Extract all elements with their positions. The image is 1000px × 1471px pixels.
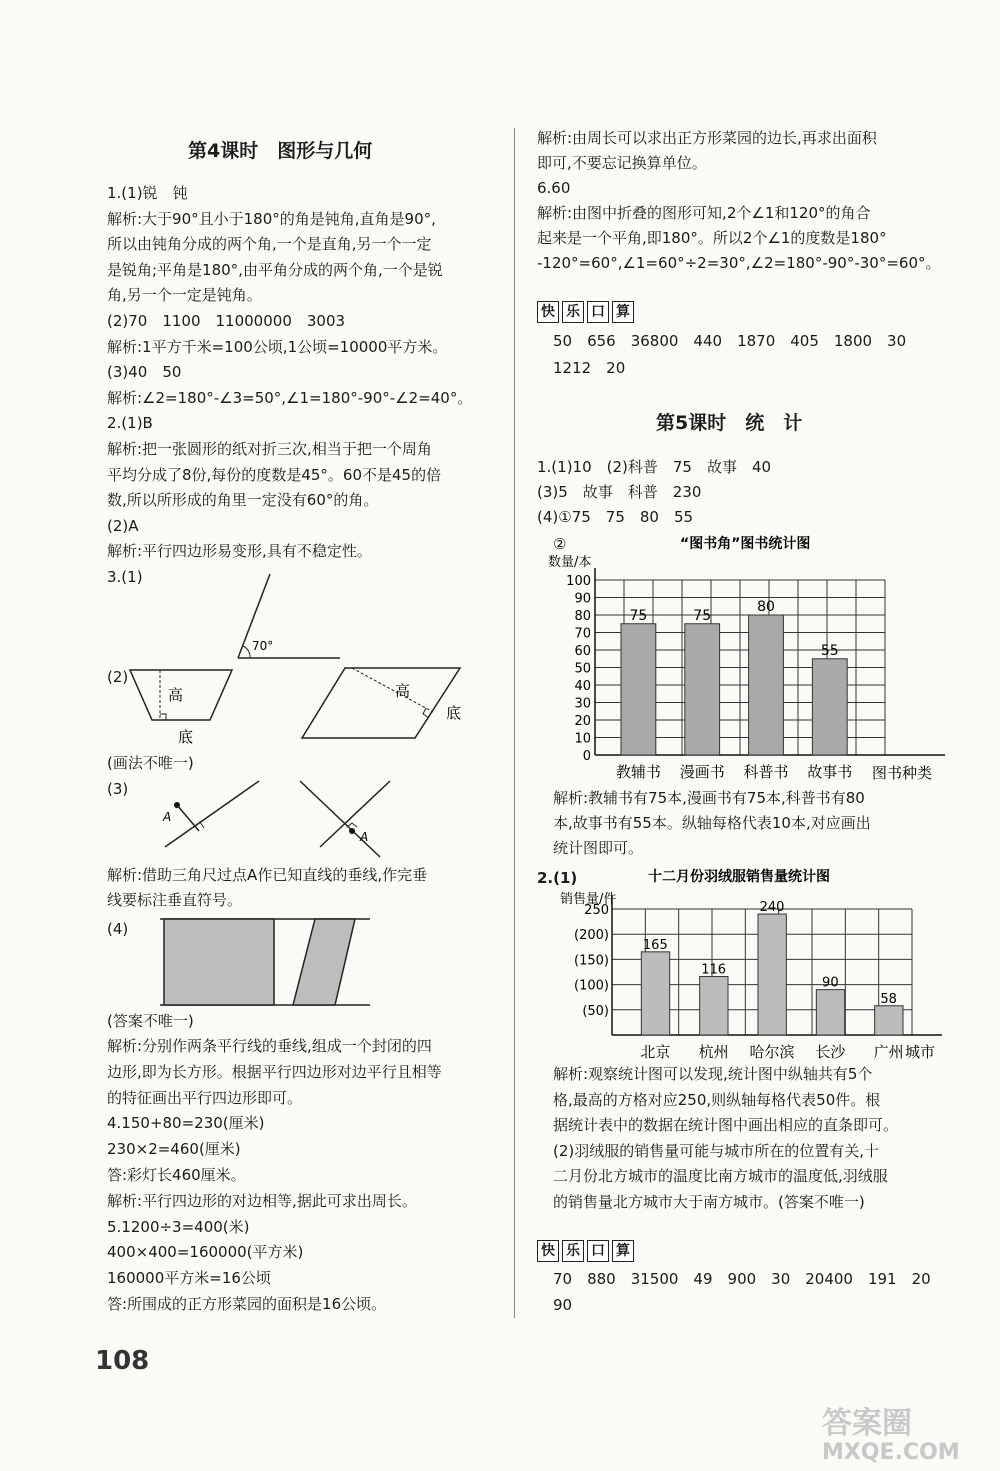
y-tick-label: 50: [574, 661, 591, 677]
bar-value-label: 75: [629, 607, 648, 624]
calc2-line-1: 90: [553, 1296, 573, 1314]
point-a-label: A: [360, 830, 369, 844]
kuaile-char: 口: [587, 1240, 609, 1262]
column-divider: [514, 128, 515, 1318]
point-a: [174, 802, 180, 808]
q3-3-label: (3): [107, 780, 129, 798]
left-line-10: 解析:把一张圆形的纸对折三次,相当于把一个周角: [107, 440, 432, 458]
left-line2-3: 4.150+80=230(厘米): [107, 1114, 265, 1133]
analysis3-line-0: 解析:借助三角尺过点A作已知直线的垂线,作完垂: [107, 866, 428, 884]
analysis3-line-1: 线要标注垂直符号。: [107, 891, 243, 909]
kuaile-kousuan-badge-2: [537, 1240, 634, 1262]
lesson4-title: 第4课时 图形与几何: [188, 140, 373, 162]
bar-value-label: 75: [693, 607, 712, 624]
bar-value-label: 116: [701, 962, 727, 978]
base-label: 底: [446, 704, 462, 722]
y-tick-label: 40: [574, 679, 591, 694]
category-label: 哈尔滨: [749, 1043, 795, 1061]
bar-value-label: 165: [642, 937, 668, 953]
y-tick-label: 0: [582, 749, 591, 764]
rectangle-shape: [164, 919, 274, 1005]
left-line-14: 解析:平行四边形易变形,具有不稳定性。: [107, 542, 372, 561]
y-tick-label: 90: [574, 591, 591, 607]
y-axis-label: 销售量/件: [560, 892, 617, 907]
right-line2-0: 1.(1)10 (2)科普 75 故事 40: [537, 458, 772, 476]
q2-prefix: 2.(1): [537, 869, 578, 887]
analysis-c1-line-1: 本,故事书有55本。纵轴每格代表10本,对应画出: [553, 814, 871, 832]
right-line-2: 6.60: [537, 179, 571, 197]
category-label: 科普书: [743, 763, 789, 781]
kuaile-char: 算: [612, 301, 634, 323]
y-tick-label: 250: [584, 903, 609, 918]
category-label: 长沙: [815, 1043, 846, 1061]
calc1-line-0: 50 656 36800 440 1870 405 1800 30: [553, 332, 907, 350]
right-line2-1: (3)5 故事 科普 230: [537, 483, 702, 501]
left-line-2: 所以由钝角分成的两个角,一个是直角,另一个一定: [107, 235, 432, 254]
analysis-c2-line-2: 据统计表中的数据在统计图中画出相应的直条即可。: [553, 1116, 899, 1134]
kuaile-kousuan-badge-1: [537, 301, 634, 323]
point-a-label: A: [163, 810, 172, 824]
left-line-5: (2)70 1100 11000000 3003: [107, 312, 346, 330]
y-tick-label: 80: [574, 609, 591, 624]
left-line-12: 数,所以所形成的角里一定没有60°的角。: [107, 491, 379, 510]
parallelogram-height: [352, 668, 433, 712]
x-axis-label: 图书种类: [872, 764, 933, 782]
parallelogram: [302, 668, 460, 738]
bar: [816, 990, 844, 1035]
category-label: 教辅书: [615, 763, 661, 781]
left-line-13: (2)A: [107, 516, 139, 535]
category-label: 故事书: [807, 763, 853, 781]
bar-value-label: 90: [822, 975, 839, 991]
bar: [758, 914, 786, 1035]
left-line2-10: 答:所围成的正方形菜园的面积是16公顷。: [107, 1295, 387, 1313]
chart-title: “图书角”图书统计图: [680, 536, 811, 552]
given-line: [165, 781, 259, 847]
watermark-logo: 答案圈: [822, 1406, 912, 1441]
left-line2-5: 答:彩灯长460厘米。: [107, 1166, 246, 1184]
kuaile-char: 算: [612, 1240, 634, 1262]
chart1-prefix: ②: [553, 535, 567, 553]
chart-down-jacket-sales: [560, 865, 960, 1065]
left-line-15: 3.(1): [107, 568, 143, 586]
kuaile-char: 乐: [562, 1240, 584, 1262]
bar: [685, 624, 720, 755]
left-line2-7: 5.1200÷3=400(米): [107, 1217, 250, 1236]
height-label: 高: [395, 682, 411, 700]
left-line2-2: 的特征画出平行四边形即可。: [107, 1088, 303, 1107]
angle-label: 70°: [252, 639, 274, 653]
y-tick-label: (100): [574, 978, 609, 994]
bar-value-label: 80: [757, 599, 775, 615]
perpendicular-figure-2: [290, 775, 400, 860]
bar: [621, 624, 656, 755]
bar: [641, 952, 669, 1035]
analysis-c1-line-2: 统计图即可。: [553, 839, 644, 857]
given-line: [300, 781, 380, 857]
parallelogram-shape: [293, 919, 355, 1005]
note-not-unique: (画法不唯一): [107, 754, 194, 772]
y-tick-label: (200): [574, 928, 609, 944]
analysis-c2-line-3: (2)羽绒服的销售量可能与城市所在的位置有关,十: [553, 1141, 880, 1160]
bar-value-label: 55: [820, 642, 839, 659]
perpendicular-line: [320, 781, 390, 847]
page-number: 108: [95, 1346, 150, 1376]
category-label: 杭州: [698, 1043, 729, 1061]
base-label: 底: [178, 728, 194, 746]
y-tick-label: 20: [574, 714, 591, 729]
y-tick-label: 70: [574, 626, 591, 642]
calc2-line-0: 70 880 31500 49 900 30 20400 191 20: [553, 1270, 931, 1288]
parallel-lines-figure: [160, 917, 375, 1012]
left-line2-8: 400×400=160000(平方米): [107, 1243, 304, 1262]
kuaile-char: 快: [537, 301, 559, 323]
right-line2-2: (4)①75 75 80 55: [537, 508, 694, 526]
angle-arc: [243, 646, 250, 658]
bar: [875, 1006, 903, 1035]
note-answer-not-unique: (答案不唯一): [107, 1012, 194, 1030]
y-tick-label: (150): [574, 953, 609, 969]
kuaile-char: 乐: [562, 301, 584, 323]
right-angle-mark: [347, 823, 357, 827]
y-tick-label: 60: [574, 644, 591, 659]
y-tick-label: (50): [582, 1003, 609, 1019]
left-line-7: (3)40 50: [107, 363, 182, 382]
kuaile-char: 口: [587, 301, 609, 323]
right-angle-mark: [160, 714, 166, 720]
left-line-9: 2.(1)B: [107, 414, 153, 433]
y-tick-label: 100: [566, 574, 591, 589]
right-line-4: 起来是一个平角,即180°。所以2个∠1的度数是180°: [537, 229, 887, 247]
y-tick-label: 10: [574, 731, 591, 747]
analysis-c2-line-0: 解析:观察统计图可以发现,统计图中纵轴共有5个: [553, 1065, 873, 1083]
bar-value-label: 58: [880, 991, 897, 1007]
point-a: [349, 828, 355, 834]
perpendicular-line: [177, 805, 199, 831]
left-line2-6: 解析:平行四边形的对边相等,据此可求出周长。: [107, 1191, 417, 1210]
left-line-4: 角,另一个一定是钝角。: [107, 286, 262, 305]
x-axis-label: 城市: [905, 1043, 936, 1061]
trapezoid-figure: [128, 666, 238, 746]
right-line-1: 即可,不要忘记换算单位。: [537, 154, 707, 172]
left-line-0: 1.(1)锐 钝: [107, 184, 188, 202]
left-line2-1: 边形,即为长方形。根据平行四边形对边平行且相等: [107, 1062, 442, 1081]
category-label: 广州: [873, 1043, 904, 1061]
lesson5-title: 第5课时 统 计: [656, 412, 803, 434]
right-line-3: 解析:由图中折叠的图形可知,2个∠1和120°的角合: [537, 204, 871, 222]
watermark-url: MXQE.COM: [822, 1440, 960, 1465]
left-line2-9: 160000平方米=16公顷: [107, 1269, 271, 1288]
bar: [749, 615, 784, 755]
right-line-0: 解析:由周长可以求出正方形菜园的边长,再求出面积: [537, 129, 877, 147]
perpendicular-figure-1: [155, 775, 265, 855]
analysis-c2-line-5: 的销售量北方城市大于南方城市。(答案不唯一): [553, 1192, 865, 1211]
left-line-3: 是锐角;平角是180°,由平角分成的两个角,一个是锐: [107, 260, 443, 279]
chart-title: 十二月份羽绒服销售量统计图: [648, 869, 830, 885]
left-line-8: 解析:∠2=180°-∠3=50°,∠1=180°-90°-∠2=40°。: [107, 388, 473, 407]
q3-4-label: (4): [107, 920, 129, 938]
calc1-line-1: 1212 20: [553, 359, 626, 377]
height-label: 高: [168, 686, 184, 704]
right-line-5: -120°=60°,∠1=60°÷2=30°,∠2=180°-90°-30°=60°。: [537, 254, 941, 272]
left-line2-0: 解析:分别作两条平行线的垂线,组成一个封闭的四: [107, 1037, 432, 1055]
kuaile-char: 快: [537, 1240, 559, 1262]
left-line2-4: 230×2=460(厘米): [107, 1140, 241, 1159]
left-line-11: 平均分成了8份,每份的度数是45°。60不是45的倍: [107, 465, 442, 484]
analysis-c1-line-0: 解析:教辅书有75本,漫画书有75本,科普书有80: [553, 789, 865, 807]
left-line-1: 解析:大于90°且小于180°的角是钝角,直角是90°,: [107, 209, 436, 228]
angle-figure: [230, 570, 350, 665]
parallelogram-figure: [300, 664, 480, 744]
category-label: 漫画书: [679, 763, 725, 781]
category-label: 北京: [640, 1043, 671, 1061]
bar: [812, 659, 847, 755]
analysis-c2-line-1: 格,最高的方格对应250,则纵轴每格代表50件。根: [553, 1090, 881, 1109]
chart-book-corner: [540, 530, 960, 785]
y-axis-label: 数量/本: [548, 555, 592, 570]
analysis-c2-line-4: 二月份北方城市的温度比南方城市的温度低,羽绒服: [553, 1167, 888, 1185]
left-line-6: 解析:1平方千米=100公顷,1公顷=10000平方米。: [107, 337, 448, 356]
bar-value-label: 240: [759, 900, 785, 916]
y-tick-label: 30: [574, 696, 591, 712]
bar: [700, 977, 728, 1035]
q3-2-label: (2): [107, 668, 129, 686]
